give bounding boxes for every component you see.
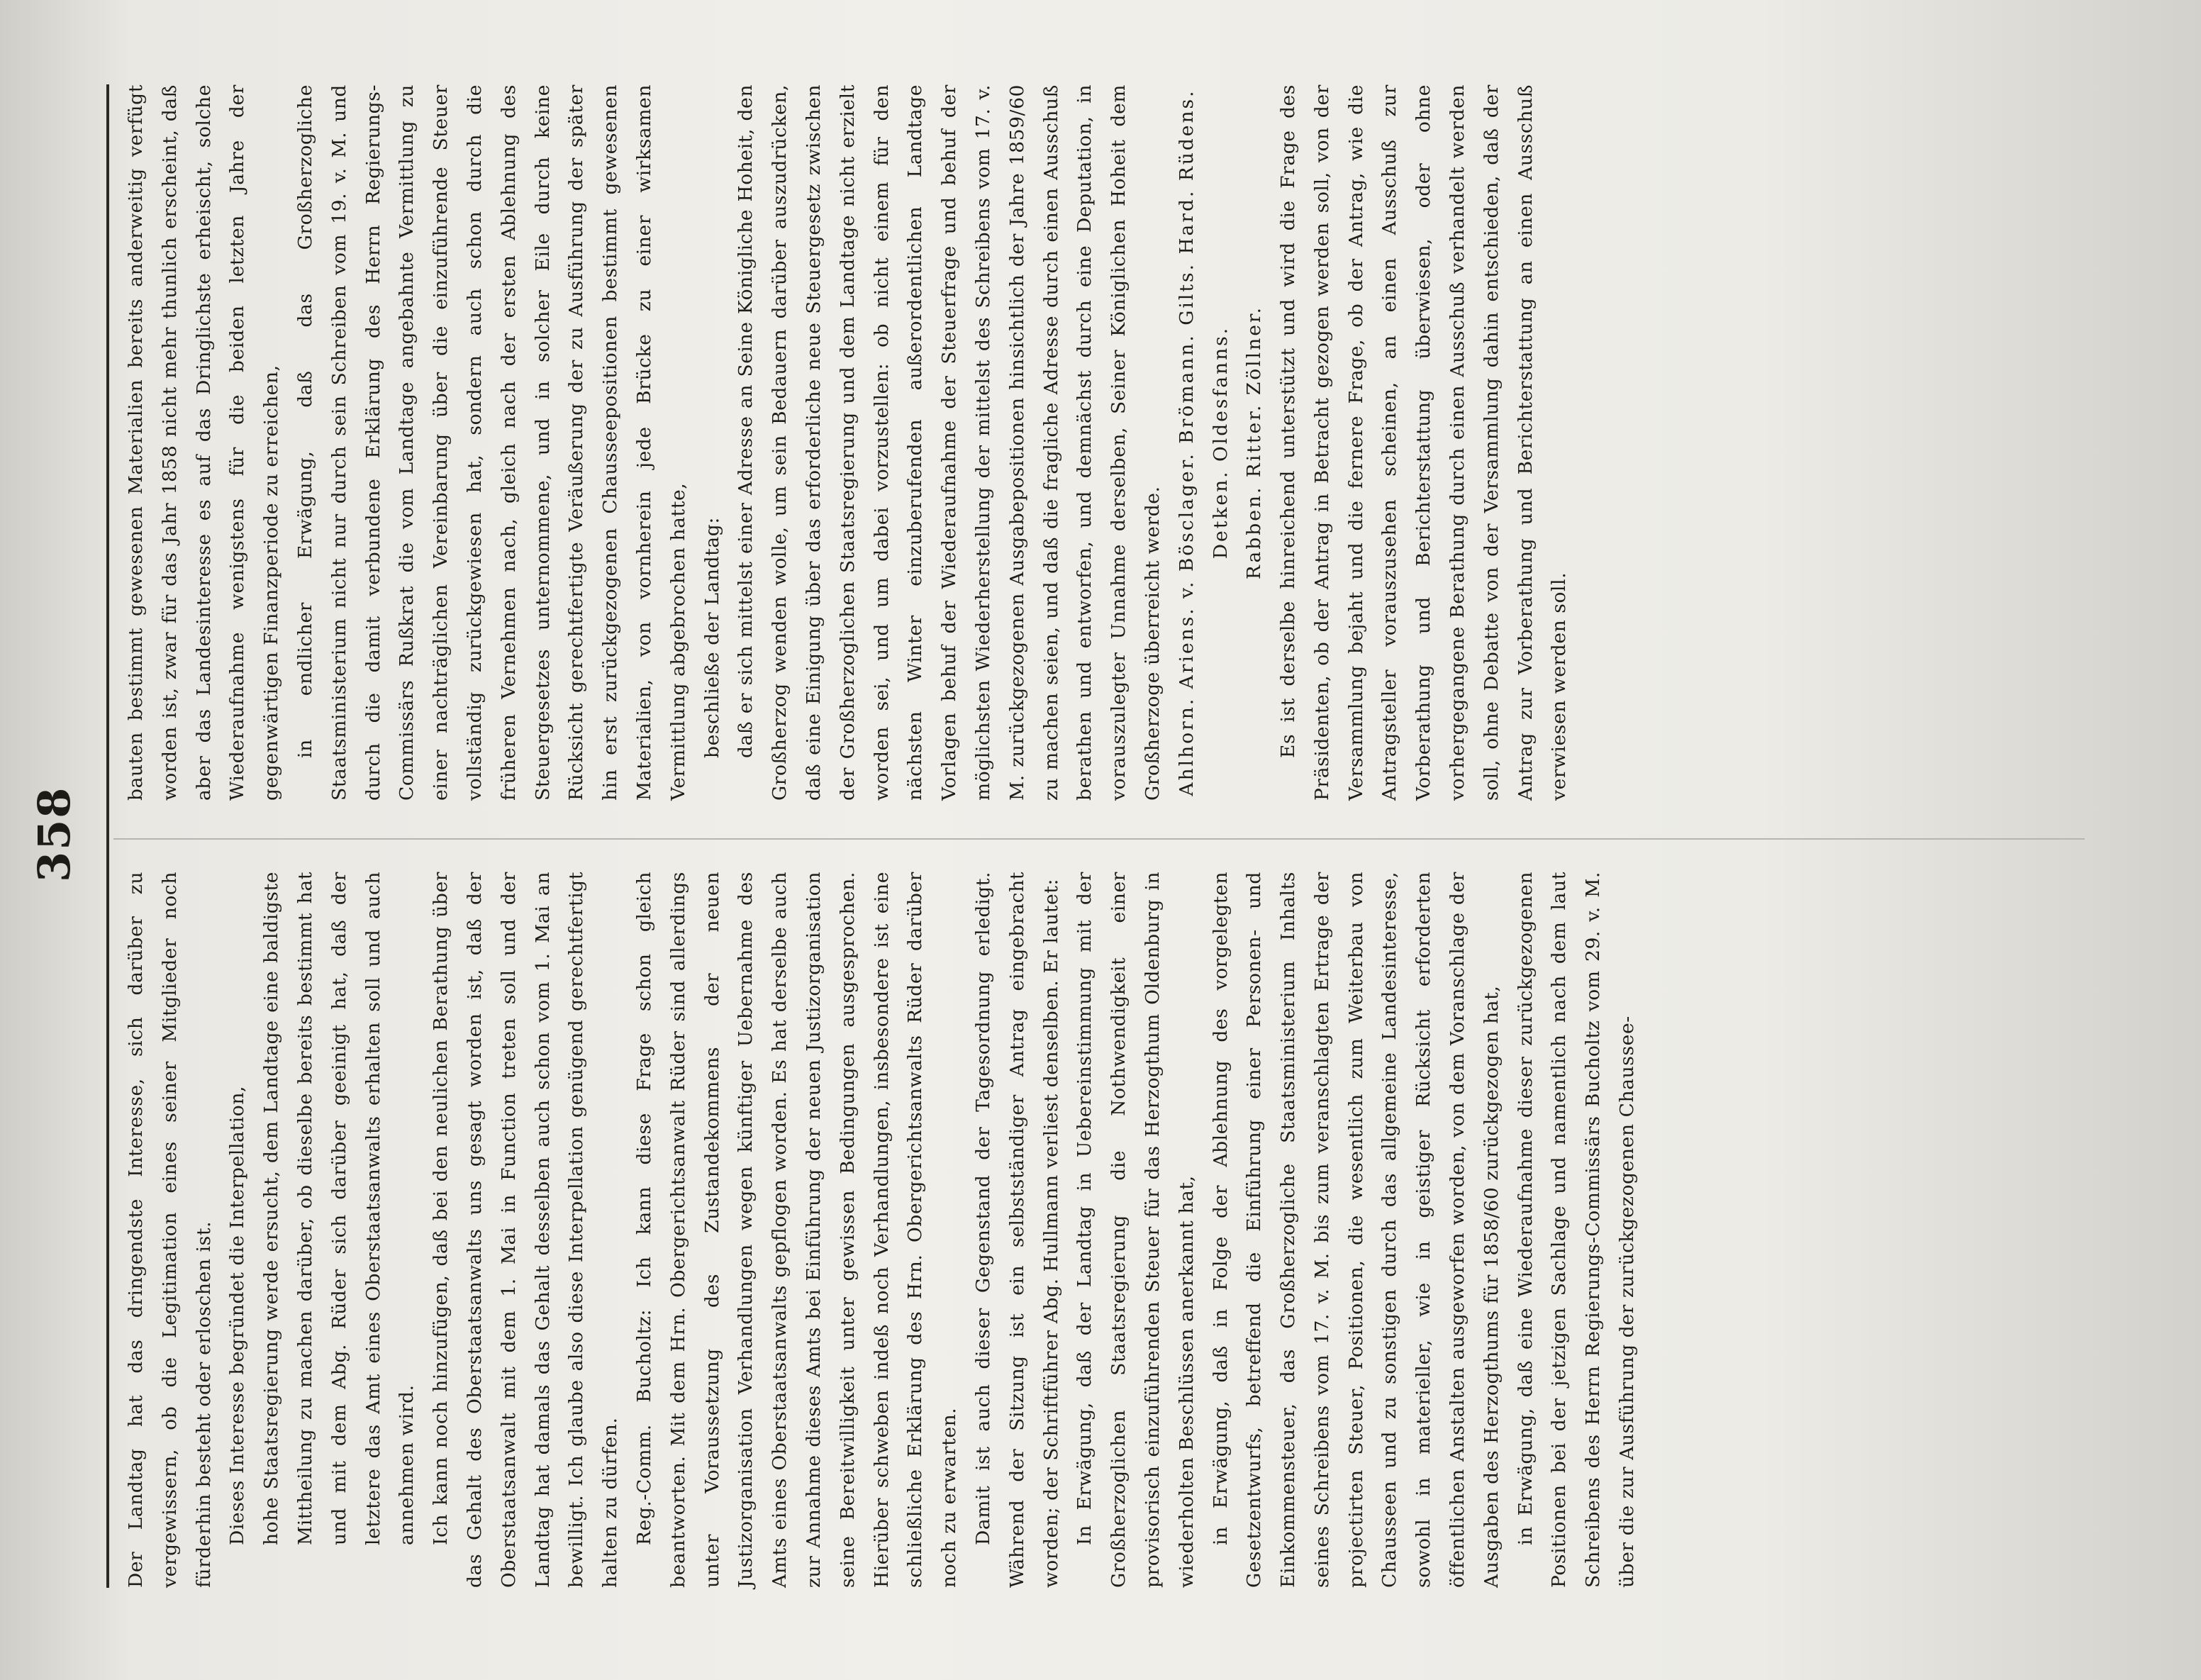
paragraph: bauten bestimmt gewesenen Materialien bereits anderweitig verfügt worden ist, zwar für das Jahr 1858 nicht mehr thunlich erscheint, daß aber das Landesinteresse es auf das Dringlichste erheischt, solche Wiederaufnahme wenigstens für die beiden letzten Jahre der gegenwärtigen Finanzperiode zu erreichen, <box>125 84 283 801</box>
paragraph: in endlicher Erwägung, daß das Großherzogliche Staatsministerium nicht nur durch sein Schreiben vom 19. v. M. und durch die damit verbundene Erklärung des Herrn Regierungs-Commissärs Rußkrat die vom Landtage angebahnte Vermittlung zu einer nachträglichen Vereinbarung über die einzuführende Steuer vollständig zurückgewiesen hat, sondern auch schon durch die früheren Vernehmen nach, gleich nach der ersten Ablehnung des Steuergesetzes unternommene, und in solcher Eile durch keine Rücksicht gerechtfertigte Veräußerung der zu Ausführung der später hin erst zurückgezogenen Chausseepositionen bestimmt gewesenen Materialien, von vornherein jede Brücke zu einer wirksamen Vermittlung abgebrochen hatte, <box>294 84 689 801</box>
paragraph: daß er sich mittelst einer Adresse an Seine Königliche Hoheit, den Großherzog wenden wolle, um sein Bedauern darüber auszudrücken, daß eine Einigung über das erforderliche neue Steuergesetz zwischen der Großherzoglichen Staatsregierung und dem Landtage nicht erzielt worden sei, und um dabei vorzustellen: ob nicht einem für den nächsten Winter einzuberufenden außerordentlichen Landtage Vorlagen behuf der Wiederaufnahme der Steuerfrage und behuf der möglichsten Wiederherstellung der mittelst des Schreibens vom 17. v. M. zurückgezogenen Ausgabepositionen hinsichtlich der Jahre 1859/60 zu machen seien, und daß die fragliche Adresse durch einen Ausschuß berathen und entworfen, und demnächst durch eine Deputation, in vorauszulegter Unnahme derselben, Seiner Königlichen Hoheit dem Großherzoge überreicht werde. <box>735 84 1164 801</box>
column-divider <box>113 838 2085 840</box>
paragraph: Es ist derselbe hinreichend unterstützt und wird die Frage des Präsidenten, ob der Antrag in Betracht gezogen werden soll, von der Versammlung bejaht und die fernere Frage, ob der Antrag, wie die Antragsteller vorauszusehen scheinen, an einen Ausschuß zur Vorberathung und Berichterstattung überwiesen, oder ohne vorhergegangene Berathung durch einen Ausschuß verhandelt werden soll, ohne Debatte von der Versammlung dahin entschieden, daß der Antrag zur Vorberathung und Berichterstattung an einen Ausschuß verwiesen werden soll. <box>1277 84 1571 801</box>
paragraph: Dieses Interesse begründet die Interpellation, <box>226 1085 249 1545</box>
paragraph: Ich kann noch hinzufügen, daß bei den neulichen Berathung über das Gehalt des Oberstaatsanwalts uns gesagt worden ist, daß der Oberstaatsanwalt mit dem 1. Mai in Function treten soll und der Landtag hat damals das Gehalt desselben auch schon vom 1. Mai an bewilligt. Ich glaube also diese Interpellation genügend gerechtfertigt halten zu dürfen. <box>430 872 622 1588</box>
signatories: Ahlhorn. Ariens. v. Bösclager. Brömann. Gilts. Hard. Rüdens. Detken. Oldesfanns. <box>1175 89 1232 796</box>
paragraph: Reg.-Comm. Bucholtz: Ich kann diese Frage schon gleich beantworten. Mit dem Hrn. Obergerichtsanwalt Rüder sind allerdings unter Voraussetzung des Zustandekommens der neuen Justizorganisation Verhandlungen wegen künftiger Uebernahme des Amts eines Oberstaatsanwalts gepflogen worden. Es hat derselbe auch zur Annahme dieses Amts bei Einführung der neuen Justizorganisation seine Bereitwilligkeit unter gewissen Bedingungen ausgesprochen. Hierüber schweben indeß noch Verhandlungen, insbesondere ist eine schließliche Erklärung des Hrn. Obergerichtsanwalts Rüder darüber noch zu erwarten. <box>633 872 961 1588</box>
paragraph: Damit ist auch dieser Gegenstand der Tagesordnung erledigt. Während der Sitzung ist ein selbstständiger Antrag eingebracht worden; der Schriftführer Abg. Hullmann verliest denselben. Er lautet: <box>971 872 1062 1588</box>
right-column <box>119 84 1576 801</box>
signatories: Rabben. Ritter. Zöllner. <box>1243 305 1266 580</box>
paragraph: in Erwägung, daß in Folge der Ablehnung des vorgelegten Gesetzentwurfs, betreffend die Einführung einer Personen- und Einkommensteuer, das Großherzogliche Staatsministerium Inhalts seines Schreibens vom 17. v. M. bis zum veranschlagten Ertrage der projectirten Steuer, Positionen, die wesentlich zum Weiterbau von Chausseen und zu sonstigen durch das allgemeine Landesinteresse, sowohl in materieller, wie in geistiger Rücksicht erforderten öffentlichen Anstalten ausgeworfen worden, von dem Voranschlage der Ausgaben des Herzogthums für 1858/60 zurückgezogen hat, <box>1209 872 1503 1588</box>
paragraph: Der Landtag hat das dringendste Interesse, sich darüber zu vergewissern, ob die Legitimation eines seiner Mitglieder noch fürderhin besteht oder erloschen ist. <box>125 872 215 1588</box>
paragraph: in Erwägung, daß eine Wiederaufnahme dieser zurückgezogenen Positionen bei der jetzigen Sachlage und namentlich nach dem laut Schreibens des Herrn Regierungs-Commissärs Bucholtz vom 29. v. M. über die zur Ausführung der zurückgezogenen Chaussee- <box>1514 872 1639 1588</box>
left-column <box>119 872 1644 1588</box>
paragraph: In Erwägung, daß der Landtag in Uebereinstimmung mit der Großherzoglichen Staatsregierung die Nothwendigkeit einer provisorisch einzuführenden Steuer für das Herzogthum Oldenburg in wiederholten Beschlüssen anerkannt hat, <box>1074 872 1198 1588</box>
header-rule <box>106 84 109 1588</box>
paragraph: beschließe der Landtag: <box>701 517 723 758</box>
paragraph: hohe Staatsregierung werde ersucht, dem Landtage eine baldigste Mittheilung zu machen darüber, ob dieselbe bereits bestimmt hat und mit dem Abg. Rüder sich darüber geeinigt hat, daß der letztere das Amt eines Oberstaatsanwalts erhalten soll und auch annehmen wird. <box>260 872 418 1545</box>
page-number: 358 <box>28 786 80 882</box>
